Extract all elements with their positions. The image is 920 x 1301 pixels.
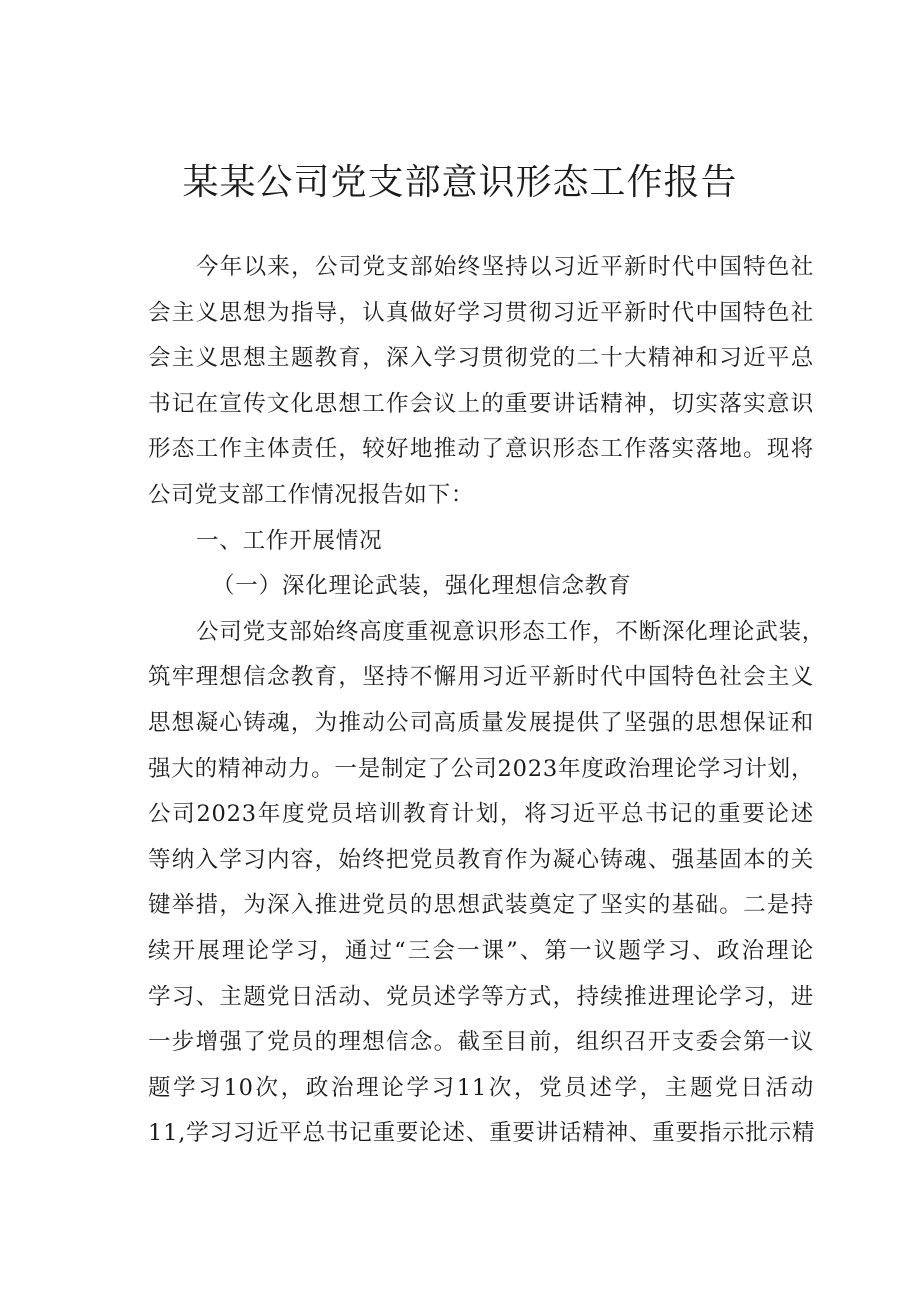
intro-line: 公司党支部工作情况报告如下： [148,481,475,508]
paragraph-line: 筑牢理想信念教育，坚持不懈用习近平新时代中国特色社会主义 [148,664,814,691]
paragraph-line: 强大的精神动力。一是制定了公司2023年度政治理论学习计划， [148,755,815,782]
paragraph-line: 公司党支部始终高度重视意识形态工作，不断深化理论武装， [196,618,826,645]
intro-line: 会主义思想为指导，认真做好学习贯彻习近平新时代中国特色社 [148,299,814,326]
paragraph-line: 11,学习习近平总书记重要论述、重要讲话精神、重要指示批示精 [148,1120,816,1147]
paragraph-line: 一步增强了党员的理想信念。截至目前，组织召开支委会第一议 [148,1029,814,1056]
paragraph-line: 键举措，为深入推进党员的思想武装奠定了坚实的基础。二是持 [148,892,814,919]
intro-line: 今年以来，公司党支部始终坚持以习近平新时代中国特色社 [196,254,814,280]
intro-line: 形态工作主体责任，较好地推动了意识形态工作落实落地。现将 [148,436,814,463]
document-body [148,245,826,1157]
section-heading: 一、工作开展情况 [196,527,383,554]
subsection-heading: （一）深化理论武装，强化理想信念教育 [212,573,632,600]
paragraph-line: 思想凝心铸魂，为推动公司高质量发展提供了坚强的思想保证和 [148,709,814,736]
paragraph-line: 等纳入学习内容，始终把党员教育作为凝心铸魂、强基固本的关 [148,846,814,873]
document-title: 某某公司党支部意识形态工作报告 [182,162,738,203]
intro-line: 书记在宣传文化思想工作会议上的重要讲话精神，切实落实意识 [148,390,814,417]
paragraph-line: 公司2023年度党员培训教育计划，将习近平总书记的重要论述 [148,801,814,828]
paragraph-line: 学习、主题党日活动、党员述学等方式，持续推进理论学习，进 [148,983,814,1010]
intro-line: 会主义思想主题教育，深入学习贯彻党的二十大精神和习近平总 [148,345,814,372]
paragraph-line: 题学习10次，政治理论学习11次，党员述学，主题党日活动 [148,1074,814,1101]
paragraph-line: 续开展理论学习，通过“三会一课”、第一议题学习、政治理论 [148,937,814,964]
